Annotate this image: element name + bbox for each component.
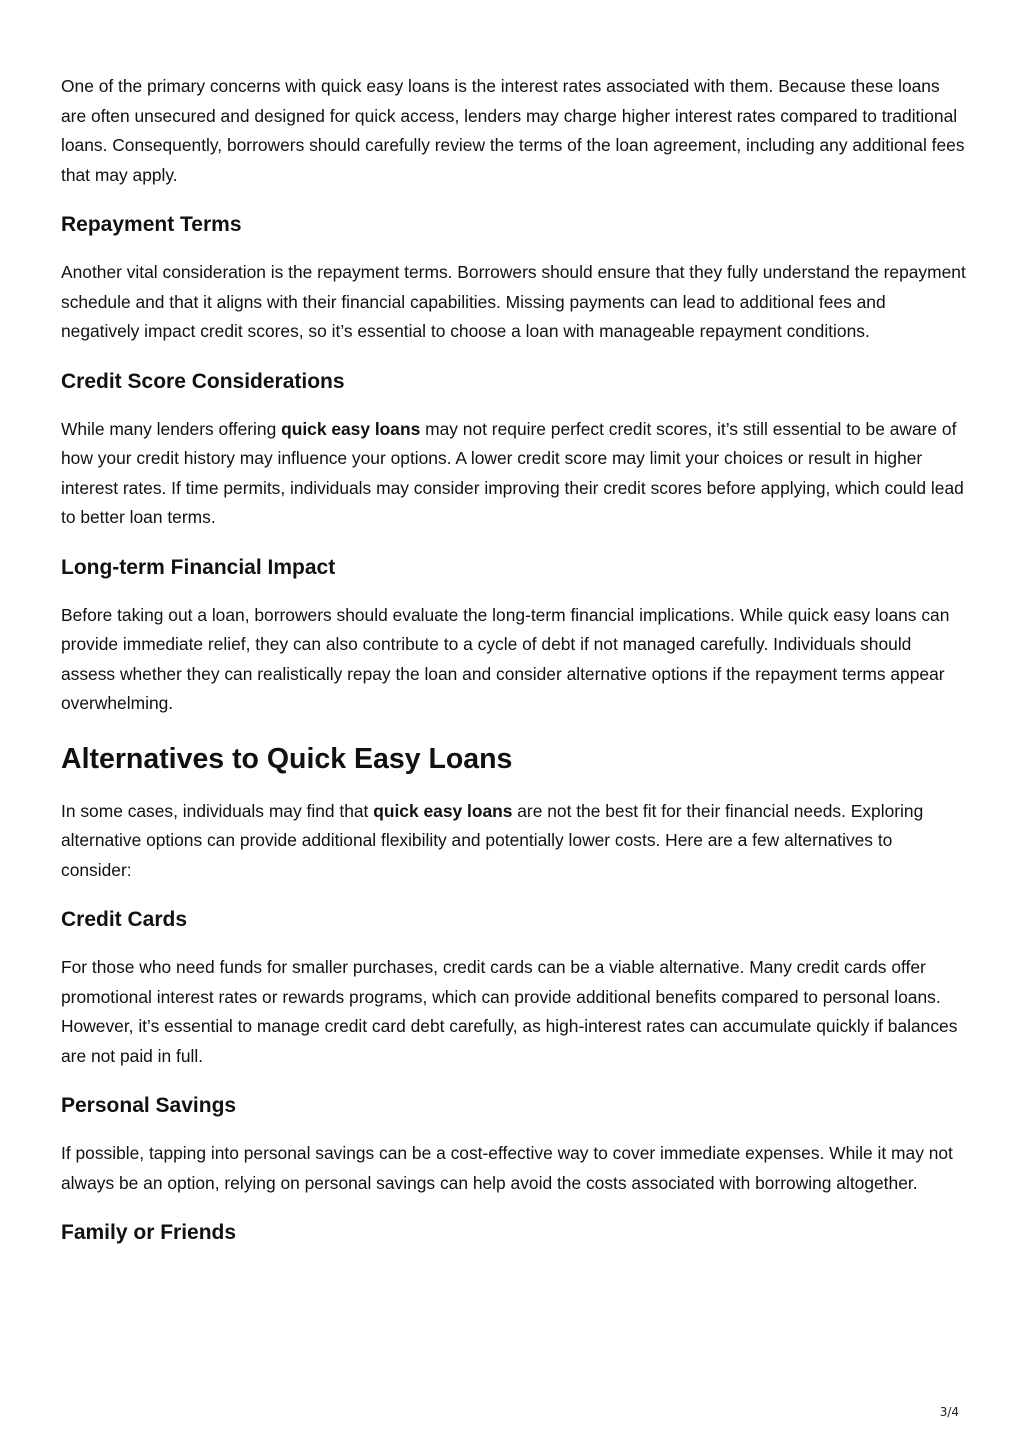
alternatives-intro-after: are not the best fit for their financial needs. Exploring alternative options can provide additional flexibility and potentially lower costs. Here are a few alternatives to consider: <box>61 800 924 880</box>
paragraph-long-term-financial-impact: Before taking out a loan, borrowers should evaluate the long-term financial implications. While quick easy loans can provide immediate relief, they can also contribute to a cycle of debt if not managed carefully. Individuals should assess whether they can realistically repay the loan and consider alternative options if the repayment terms appear overwhelming. <box>61 604 950 713</box>
alternatives-intro-bold-keyword: quick easy loans <box>373 800 513 821</box>
paragraph-alternatives-intro <box>61 797 966 886</box>
heading-family-or-friends: Family or Friends <box>61 1221 237 1244</box>
heading-alternatives: Alternatives to Quick Easy Loans <box>61 742 513 775</box>
paragraph-personal-savings: If possible, tapping into personal savings can be a cost-effective way to cover immediate expenses. While it may not always be an option, relying on personal savings can help avoid the costs associated with borrowing altogether. <box>61 1143 953 1193</box>
heading-repayment-terms: Repayment Terms <box>61 213 242 236</box>
heading-long-term-financial-impact: Long-term Financial Impact <box>61 555 336 579</box>
paragraph-credit-cards: For those who need funds for smaller purchases, credit cards can be a viable alternative. Many credit cards offer promotional interest rates or rewards programs, which can provide additional benefits compared to personal loans. However, it’s essential to manage credit card debt carefully, as high-interest rates can accumulate quickly if balances are not paid in full. <box>61 957 958 1066</box>
alternatives-intro-before: In some cases, individuals may find that <box>61 800 374 821</box>
credit-score-bold-keyword: quick easy loans <box>281 418 421 439</box>
page-number: 3/4 <box>939 1405 959 1419</box>
document-page <box>61 72 966 1247</box>
credit-score-text-after: may not require perfect credit scores, it’s still essential to be aware of how your credit history may influence your options. A lower credit score may limit your choices or result in higher interest rates. If time permits, individuals may consider improving their credit scores before applying, which could lead to better loan terms. <box>61 418 964 527</box>
intro-paragraph: One of the primary concerns with quick easy loans is the interest rates associated with them. Because these loans are often unsecured and designed for quick access, lenders may charge higher interest rates compared to traditional loans. Consequently, borrowers should carefully review the terms of the loan agreement, including any additional fees that may apply. <box>61 76 965 185</box>
heading-credit-cards: Credit Cards <box>61 908 188 931</box>
heading-personal-savings: Personal Savings <box>61 1094 237 1117</box>
heading-credit-score-considerations: Credit Score Considerations <box>61 369 345 393</box>
paragraph-credit-score-considerations <box>61 415 966 533</box>
paragraph-repayment-terms: Another vital consideration is the repayment terms. Borrowers should ensure that they fully understand the repayment schedule and that it aligns with their financial capabilities. Missing payments can lead to additional fees and negatively impact credit scores, so it’s essential to choose a loan with manageable repayment conditions. <box>61 262 966 341</box>
credit-score-text-before: While many lenders offering <box>61 418 282 439</box>
